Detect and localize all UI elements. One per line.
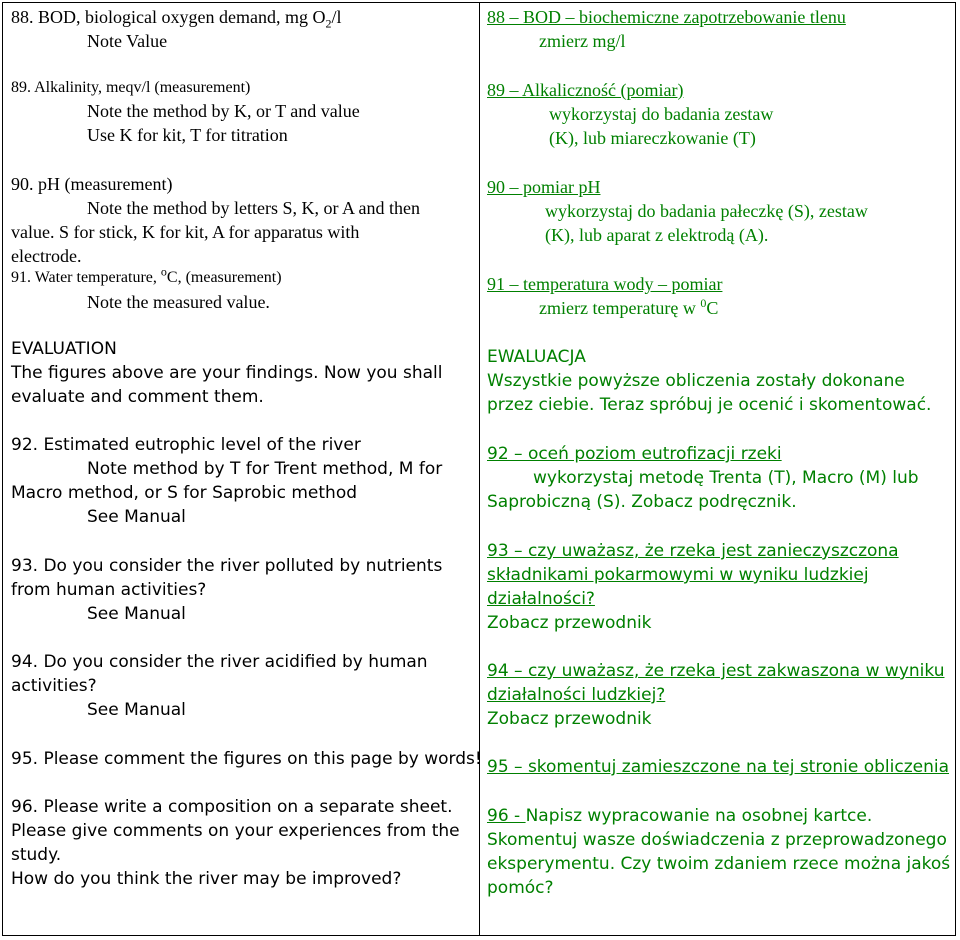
item-89-line2: Use K for kit, T for titration	[87, 125, 288, 145]
evaluation-line2: evaluate and comment them.	[11, 387, 264, 407]
pl-evaluation-heading: EWALUACJA	[487, 347, 586, 367]
item-88-note: Note Value	[87, 31, 168, 51]
evaluation-heading: EVALUATION	[11, 339, 117, 359]
pl-item-88-line1: zmierz mg/l	[539, 31, 626, 51]
item-90-line3: electrode.	[11, 246, 82, 266]
item-93-line1: 93. Do you consider the river polluted by nutrients	[11, 556, 443, 576]
evaluation-line1: The figures above are your findings. Now you shall	[11, 363, 443, 383]
item-94-line2: activities?	[11, 676, 97, 696]
pl-item-94-line3: Zobacz przewodnik	[487, 709, 652, 729]
pl-item-89-line1: wykorzystaj do badania zestaw	[549, 104, 774, 124]
item-90-title: 90. pH (measurement)	[11, 174, 173, 194]
item-96-line4: How do you think the river may be improved?	[11, 869, 402, 889]
item-90-line1: Note the method by letters S, K, or A and then	[87, 198, 420, 218]
pl-item-96-line1: Skomentuj wasze doświadczenia z przeprowadzonego	[487, 830, 947, 850]
item-88-title: 88. BOD, biological oxygen demand, mg $O_2/l$	[11, 7, 342, 31]
item-94-see-manual: See Manual	[87, 700, 186, 720]
item-96-line1: 96. Please write a composition on a separate sheet.	[11, 797, 453, 817]
pl-item-88-title: 88 – BOD – biochemiczne zapotrzebowanie tlenu	[487, 7, 846, 27]
item-91-title: 91. Water temperature, $^o$C, (measurement)	[11, 264, 282, 286]
item-92-title: 92. Estimated eutrophic level of the river	[11, 435, 361, 455]
item-89-title: 89. Alkalinity, meqv/l (measurement)	[11, 79, 251, 96]
item-93-line2: from human activities?	[11, 580, 207, 600]
pl-item-94-line1: 94 – czy uważasz, że rzeka jest zakwaszona w wyniku	[487, 661, 945, 681]
pl-item-90-title: 90 – pomiar pH	[487, 177, 601, 197]
item-90-line2: value. S for stick, K for kit, A for apparatus with	[11, 222, 360, 242]
pl-item-92-line1: wykorzystaj metodę Trenta (T), Macro (M) lub	[533, 468, 919, 488]
pl-evaluation-line1: Wszystkie powyższe obliczenia zostały dokonane	[487, 371, 905, 391]
item-91-note: Note the measured value.	[87, 292, 270, 312]
pl-item-96-title: 96 - Napisz wypracowanie na osobnej kartce.	[487, 806, 873, 826]
pl-item-93-line2: składnikami pokarmowymi w wyniku ludzkiej	[487, 565, 869, 585]
item-89-line1: Note the method by K, or T and value	[87, 101, 360, 121]
pl-item-89-line2: (K), lub miareczkowanie (T)	[549, 128, 756, 148]
item-92-line1: Note method by T for Trent method, M for	[87, 459, 443, 479]
item-95-line1: 95. Please comment the figures on this page by words!	[11, 749, 482, 769]
item-94-line1: 94. Do you consider the river acidified by human	[11, 652, 428, 672]
pl-item-92-title: 92 – oceń poziom eutrofizacji rzeki	[487, 444, 782, 464]
pl-item-93-line3: działalności?	[487, 589, 595, 609]
item-96-line3: study.	[11, 845, 62, 865]
pl-item-91-line1: zmierz temperaturę w $^0$C	[539, 296, 719, 318]
pl-item-93-line4: Zobacz przewodnik	[487, 613, 652, 633]
item-92-see-manual: See Manual	[87, 507, 186, 527]
pl-item-95-line1: 95 – skomentuj zamieszczone na tej stronie obliczenia	[487, 757, 949, 777]
pl-item-94-line2: działalności ludzkiej?	[487, 685, 666, 705]
pl-item-89-title: 89 – Alkaliczność (pomiar)	[487, 80, 684, 100]
column-divider	[479, 3, 480, 935]
bilingual-table	[2, 2, 956, 936]
pl-evaluation-line2: przez ciebie. Teraz spróbuj je ocenić i skomentować.	[487, 395, 932, 415]
pl-item-91-title: 91 – temperatura wody – pomiar	[487, 274, 723, 294]
pl-item-92-line2: Saprobiczną (S). Zobacz podręcznik.	[487, 492, 797, 512]
pl-item-93-line1: 93 – czy uważasz, że rzeka jest zanieczyszczona	[487, 541, 899, 561]
pl-item-90-line1: wykorzystaj do badania pałeczkę (S), zestaw	[545, 201, 868, 221]
item-92-line2: Macro method, or S for Saprobic method	[11, 483, 358, 503]
pl-item-96-line3: pomóc?	[487, 878, 554, 898]
item-96-line2: Please give comments on your experiences from the	[11, 821, 460, 841]
pl-item-90-line2: (K), lub aparat z elektrodą (A).	[545, 225, 769, 245]
item-93-see-manual: See Manual	[87, 604, 186, 624]
pl-item-96-line2: eksperymentu. Czy twoim zdaniem rzece można jakoś	[487, 854, 951, 874]
